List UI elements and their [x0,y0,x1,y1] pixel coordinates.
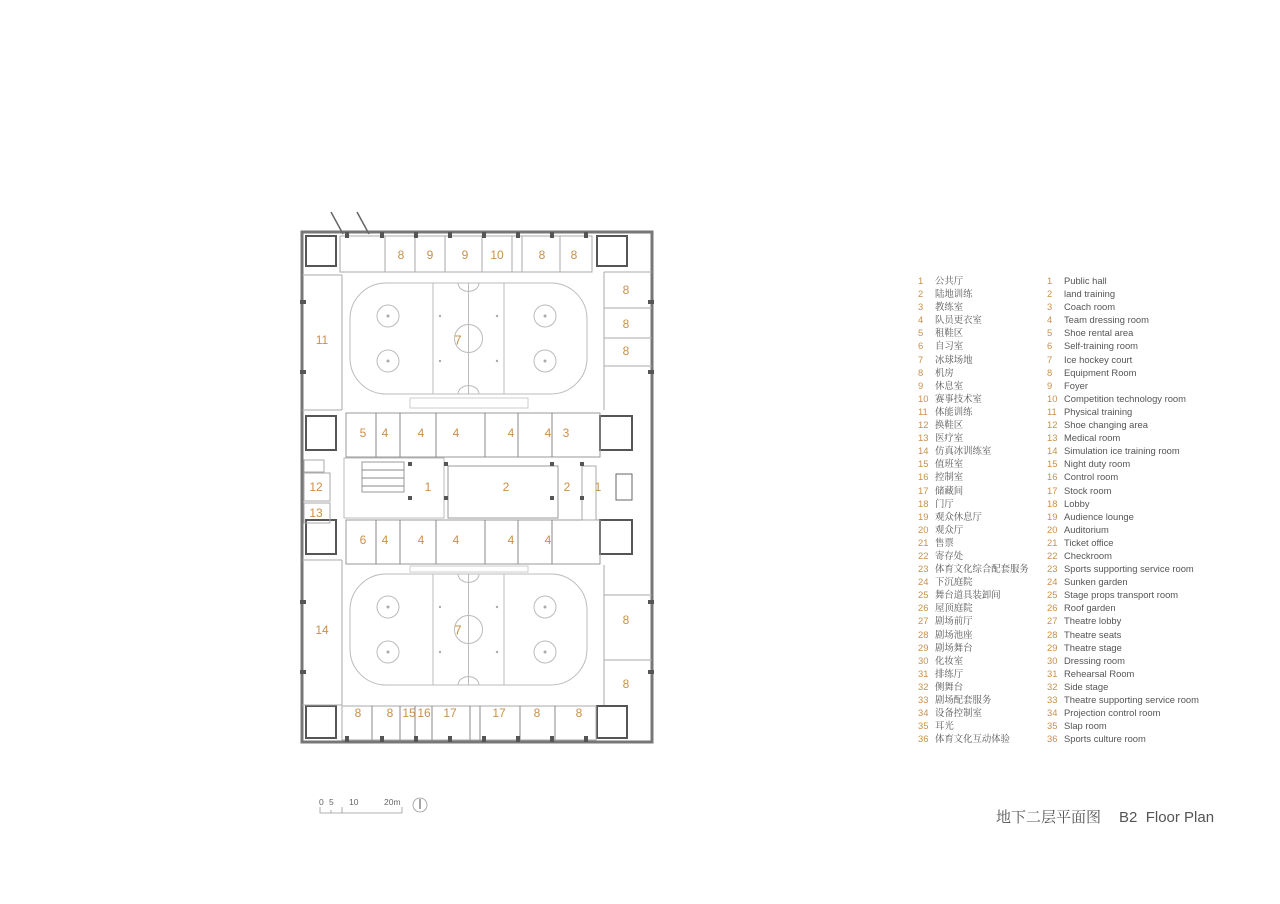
legend-text: Control room [1064,471,1119,483]
legend-item [1047,274,1217,287]
legend-text: 医疗室 [935,432,964,444]
room-label: 7 [454,332,462,348]
drawing-title [996,806,1232,827]
legend-text: 化妆室 [935,654,964,666]
legend-text: Theatre stage [1064,641,1122,653]
legend-text: Physical training [1064,405,1133,417]
legend-text: Night duty room [1064,458,1131,470]
room-label: 9 [461,248,469,263]
room-label: 9 [426,248,434,263]
legend-number: 36 [1047,733,1058,745]
legend-text: Theatre supporting service room [1064,694,1199,705]
legend-text: 赛事技术室 [935,392,982,404]
legend-text: Lobby [1064,497,1090,509]
legend-number: 4 [1047,314,1053,326]
legend-item [1047,431,1217,444]
room-label: 8 [622,677,630,692]
legend-text: Dressing room [1064,654,1125,666]
legend-text: Checkroom [1064,549,1112,561]
stair-core [306,520,336,554]
legend-item [1047,719,1217,732]
legend-number: 16 [918,471,929,483]
legend-item [1047,654,1217,667]
legend-text: Side stage [1064,680,1109,692]
legend-item [1047,470,1217,483]
legend-text: 换鞋区 [935,419,964,431]
legend-number: 6 [1047,340,1053,352]
legend-number: 34 [1047,707,1058,719]
legend-item [1047,444,1217,457]
legend-chinese [918,274,1043,745]
room-label: 1 [594,480,602,495]
legend-item [1047,418,1217,431]
legend-item [1047,392,1217,405]
legend-number: 21 [1047,536,1058,548]
legend-number: 13 [1047,432,1058,444]
legend-number: 10 [1047,392,1058,404]
legend-item [918,706,1043,719]
legend-number: 5 [1047,327,1053,339]
legend-item [918,614,1043,627]
legend-item [918,536,1043,549]
legend-text: 储藏间 [935,484,964,496]
legend-text: Ticket office [1064,536,1114,548]
stair-core [597,706,627,738]
room-label: 4 [417,426,425,441]
legend-text: 舞台道具装卸间 [935,589,1001,601]
legend-item [1047,536,1217,549]
legend-text: 观众厅 [935,523,964,535]
legend-number: 22 [918,549,929,561]
room-label: 4 [544,533,552,548]
legend-item [1047,562,1217,575]
legend-number: 31 [1047,667,1058,679]
legend-text: 寄存处 [935,549,964,561]
legend-item [918,457,1043,470]
legend-item [918,654,1043,667]
room-label: 8 [622,344,630,359]
legend-item [1047,326,1217,339]
legend-item [1047,353,1217,366]
legend-item [918,431,1043,444]
legend-number: 9 [918,379,924,391]
legend-number: 1 [1047,275,1053,286]
legend-number: 18 [918,497,929,509]
legend-number: 20 [1047,523,1058,535]
legend-text: Theatre seats [1064,628,1122,640]
legend-item [1047,300,1217,313]
room-label: 8 [575,706,583,721]
legend-item [1047,628,1217,641]
legend-number: 14 [918,445,929,457]
legend-item [918,562,1043,575]
legend-item [918,274,1043,287]
legend-text: 仿真冰训练室 [935,445,992,457]
room-label: 17 [492,706,506,721]
legend-item [1047,614,1217,627]
legend-text: 售票 [935,536,954,548]
legend-item [1047,693,1217,706]
legend-number: 5 [918,327,924,339]
legend-item [918,313,1043,326]
stair-core [600,520,632,554]
legend-number: 33 [1047,694,1058,705]
legend-number: 7 [918,353,924,365]
room-label: 4 [381,533,389,548]
legend-item [918,326,1043,339]
legend-text: Sunken garden [1064,576,1128,588]
legend-number: 31 [918,667,929,679]
legend-text: Shoe rental area [1064,327,1134,339]
legend-number: 12 [918,419,929,431]
room-label: 10 [490,248,504,263]
legend-text: 侧舞台 [935,680,964,692]
legend-number: 25 [1047,589,1058,601]
legend-number: 17 [918,484,929,496]
legend-item [918,510,1043,523]
legend-number: 16 [1047,471,1058,483]
legend-text: Coach room [1064,301,1116,313]
legend-item [1047,523,1217,536]
legend-number: 17 [1047,484,1058,496]
legend-text: 屋顶庭院 [935,602,973,614]
legend-text: 控制室 [935,471,964,483]
legend-number: 24 [1047,576,1058,588]
legend-item [918,339,1043,352]
legend-number: 32 [1047,680,1058,692]
room-label: 15 [402,706,416,721]
legend-number: 35 [918,720,929,732]
legend-item [1047,313,1217,326]
legend-number: 10 [918,392,929,404]
legend-text: 机房 [935,366,954,378]
legend-item [1047,575,1217,588]
legend-text: 门厅 [935,497,954,509]
legend-text: 自习室 [935,340,964,352]
legend-text: Team dressing room [1064,314,1149,326]
legend-number: 19 [918,510,929,522]
legend-number: 30 [1047,654,1058,666]
legend-text: 冰球场地 [935,353,973,365]
legend-text: Ice hockey court [1064,353,1133,365]
legend-text: Foyer [1064,379,1088,391]
legend-item [918,366,1043,379]
legend-text: 剧场前厅 [935,615,973,627]
room-label: 12 [309,480,323,495]
legend-item [1047,457,1217,470]
legend-item [918,405,1043,418]
legend-item [1047,405,1217,418]
room-label: 4 [507,533,515,548]
legend-number: 34 [918,707,929,719]
legend-item [1047,706,1217,719]
room-label: 2 [563,480,571,495]
legend-item [918,667,1043,680]
legend-item [1047,588,1217,601]
room-label: 1 [424,480,432,495]
legend-text: 休息室 [935,379,964,391]
room-label: 3 [562,426,570,441]
stair-core [600,416,632,450]
legend-number: 3 [1047,301,1053,313]
room-label: 4 [507,426,515,441]
legend-number: 4 [918,314,924,326]
legend-item [1047,339,1217,352]
room-label: 8 [570,248,578,263]
legend-item [918,444,1043,457]
room-label: 7 [454,622,462,638]
legend-item [918,641,1043,654]
legend-item [1047,680,1217,693]
legend-number: 23 [918,563,929,575]
room-label: 17 [443,706,457,721]
scale-label: 0 [319,797,324,807]
legend-number: 25 [918,589,929,601]
room-label: 8 [622,283,630,298]
legend-number: 8 [918,366,924,378]
legend-text: 耳光 [935,720,954,732]
room-label: 4 [452,533,460,548]
legend-number: 13 [918,432,929,444]
legend-number: 11 [1047,405,1057,417]
legend-number: 26 [1047,602,1058,614]
room-label: 4 [417,533,425,548]
legend-item [918,680,1043,693]
legend-text: Projection control room [1064,707,1161,719]
legend-text: Simulation ice training room [1064,445,1180,457]
legend-english [1047,274,1217,745]
legend-text: 公共厅 [935,275,964,286]
legend-text: 剧场配套服务 [935,694,992,705]
legend-item [918,549,1043,562]
legend-text: 陆地训练 [935,288,973,300]
legend-text: 排练厅 [935,667,964,679]
legend-item [1047,667,1217,680]
legend-number: 20 [918,523,929,535]
legend-number: 27 [918,615,929,627]
stair-core [306,236,336,266]
legend-item [918,523,1043,536]
stair-core [597,236,627,266]
legend-text: Medical room [1064,432,1121,444]
room-label: 11 [315,333,329,348]
legend-text: Sports culture room [1064,733,1146,745]
legend-item [1047,379,1217,392]
legend-number: 18 [1047,497,1058,509]
legend-number: 28 [918,628,929,640]
legend-item [1047,366,1217,379]
legend-text: 值班室 [935,458,964,470]
legend-text: 租鞋区 [935,327,964,339]
scale-label: 20m [384,797,401,807]
legend-text: Public hall [1064,275,1107,286]
legend-item [918,732,1043,745]
legend-text: 体育文化综合配套服务 [935,563,1029,575]
legend-text: Slap room [1064,720,1107,732]
legend-number: 36 [918,733,929,745]
legend-number: 14 [1047,445,1058,457]
legend-number: 21 [918,536,929,548]
legend-number: 7 [1047,353,1053,365]
room-label: 8 [533,706,541,721]
room-label: 8 [354,706,362,721]
legend-item [918,575,1043,588]
room-label: 13 [309,506,323,521]
legend-item [1047,732,1217,745]
escalator [362,462,404,492]
legend-text: 教练室 [935,301,964,313]
room-label: 4 [544,426,552,441]
legend-number: 23 [1047,563,1058,575]
legend-number: 28 [1047,628,1058,640]
legend-number: 15 [1047,458,1058,470]
scale-label: 10 [349,797,359,807]
room-label: 6 [359,533,367,548]
legend-text: Shoe changing area [1064,419,1148,431]
legend-text: Equipment Room [1064,366,1137,378]
legend-item [918,287,1043,300]
room-label: 4 [381,426,389,441]
legend-number: 35 [1047,720,1058,732]
legend-number: 11 [918,405,928,417]
legend-number: 30 [918,654,929,666]
legend-text: 下沉庭院 [935,576,973,588]
legend-text: Auditorium [1064,523,1109,535]
legend-item [918,392,1043,405]
bottom-corridor [342,706,596,740]
legend-item [918,601,1043,614]
legend-text: 队员更衣室 [935,314,982,326]
stair-core [306,416,336,450]
legend-number: 29 [1047,641,1058,653]
room-label: 8 [622,613,630,628]
legend-item [1047,601,1217,614]
title-chinese: 地下二层平面图 [996,809,1102,826]
legend-number: 24 [918,576,929,588]
scale-bar [316,793,436,817]
legend-number: 19 [1047,510,1058,522]
legend-item [1047,549,1217,562]
room-label: 16 [417,706,431,721]
legend-number: 3 [918,301,924,313]
legend-text: Competition technology room [1064,392,1186,404]
legend-number: 32 [918,680,929,692]
legend-item [918,588,1043,601]
legend-item [918,693,1043,706]
room-label: 8 [397,248,405,263]
legend-number: 26 [918,602,929,614]
legend-number: 15 [918,458,929,470]
legend-text: 观众休息厅 [935,510,982,522]
legend-item [918,484,1043,497]
legend-text: 体能训练 [935,405,973,417]
legend-item [1047,641,1217,654]
room-label: 8 [386,706,394,721]
legend-text: Audience lounge [1064,510,1134,522]
legend-item [1047,497,1217,510]
legend-item [918,300,1043,313]
legend-text: land training [1064,288,1116,300]
legend-item [918,379,1043,392]
legend-number: 6 [918,340,924,352]
legend-number: 29 [918,641,929,653]
legend-text: Self-training room [1064,340,1138,352]
legend-text: 设备控制室 [935,707,982,719]
legend-number: 27 [1047,615,1058,627]
legend-text: 剧场池座 [935,628,973,640]
room-label: 8 [538,248,546,263]
room-label: 8 [622,317,630,332]
stair-core [306,706,336,738]
legend-text: Stock room [1064,484,1112,496]
legend-text: 剧场舞台 [935,641,973,653]
room-label: 14 [315,623,329,638]
legend-number: 2 [1047,288,1053,300]
legend-item [1047,287,1217,300]
room-label: 4 [452,426,460,441]
legend-text: Roof garden [1064,602,1116,614]
legend-text: Stage props transport room [1064,589,1179,601]
legend-item [918,353,1043,366]
legend-number: 8 [1047,366,1053,378]
legend-number: 2 [918,288,924,300]
legend-text: Theatre lobby [1064,615,1122,627]
title-english: B2 Floor Plan [1119,809,1215,826]
legend-item [918,470,1043,483]
legend-item [918,497,1043,510]
legend-item [1047,510,1217,523]
legend-item [1047,484,1217,497]
legend-text: Sports supporting service room [1064,563,1194,575]
legend-number: 33 [918,694,929,705]
legend-number: 9 [1047,379,1053,391]
legend-text: 体育文化互动体验 [935,733,1011,745]
legend-number: 1 [918,275,924,286]
room-label: 2 [502,480,510,495]
legend-number: 12 [1047,419,1058,431]
legend-item [918,628,1043,641]
room-label: 5 [359,426,367,441]
scale-label: 5 [329,797,334,807]
legend-number: 22 [1047,549,1058,561]
legend-text: Rehearsal Room [1064,667,1135,679]
legend-item [918,719,1043,732]
legend-item [918,418,1043,431]
